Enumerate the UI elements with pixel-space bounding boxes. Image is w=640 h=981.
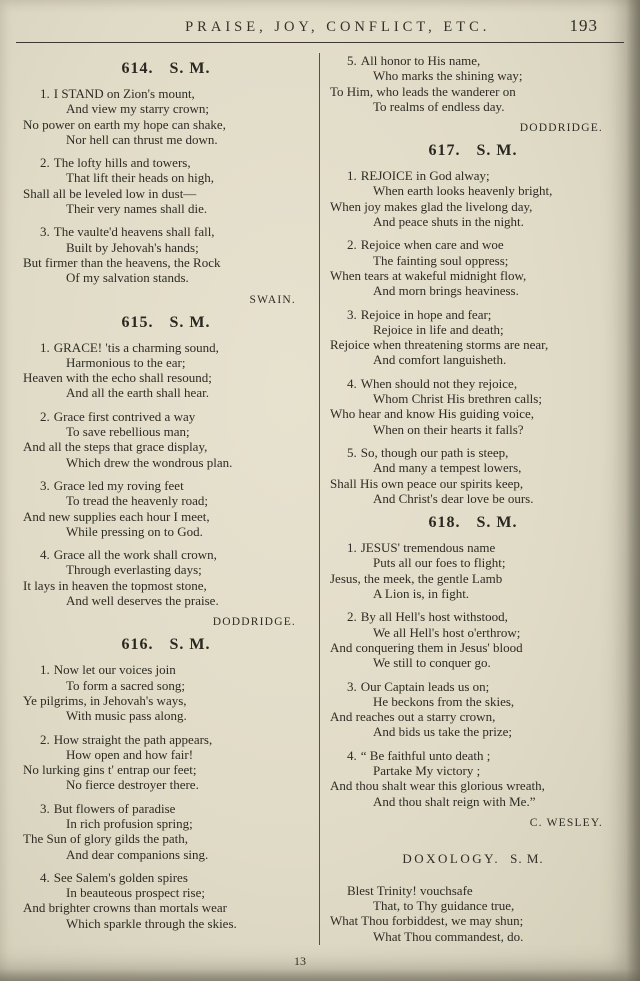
verse-line: But firmer than the heavens, the Rock [23, 254, 221, 270]
hymn-heading [327, 514, 619, 532]
verse-line: Rejoice in life and death; [373, 321, 504, 337]
verse [20, 732, 312, 793]
verse-line: And many a tempest lowers, [373, 460, 522, 476]
verse-number: 5. [347, 444, 357, 460]
verse-line: 1. I STAND on Zion's mount, [40, 86, 195, 101]
verse-line: A Lion is, in fight. [373, 586, 470, 602]
verse-line: What Thou commandest, do. [373, 928, 524, 944]
verse-line: And reaches out a starry crown, [330, 709, 496, 725]
verse-line: And well deserves the praise. [66, 593, 219, 609]
verse [327, 168, 619, 229]
verse-line: Ye pilgrims, in Jehovah's ways, [23, 692, 187, 708]
verse-number: 2. [40, 155, 50, 171]
verse [20, 547, 312, 608]
verse-line: And brighter crowns than mortals wear [23, 900, 227, 916]
verse-line: 3. Rejoice in hope and fear; [347, 306, 492, 322]
verse-number: 2. [40, 731, 50, 747]
verse-line: That, to Thy guidance true, [373, 898, 515, 914]
section-heading-meter: S. M. [510, 850, 544, 866]
verse [20, 340, 312, 401]
verse-number: 4. [347, 375, 357, 391]
verse-line: When on their hearts it falls? [373, 421, 524, 437]
verse-line: Jesus, the meek, the gentle Lamb [330, 570, 503, 586]
verse [20, 224, 312, 285]
verse-line: 1. GRACE! 'tis a charming sound, [40, 339, 219, 355]
verse-line: 5. So, though our path is steep, [347, 444, 509, 460]
verse-line: 4. When should not they rejoice, [347, 375, 518, 391]
author-attribution: SWAIN. [249, 293, 296, 306]
verse [327, 540, 619, 601]
verse [327, 679, 619, 740]
verse [20, 662, 312, 723]
page-number: 193 [569, 16, 598, 35]
verse [327, 376, 619, 437]
verse-line: And comfort languisheth. [373, 352, 507, 368]
hymn-meter: S. M. [169, 636, 211, 654]
verse [20, 478, 312, 539]
verse-number: 2. [40, 408, 50, 424]
verse-line: 2. How straight the path appears, [40, 731, 213, 747]
verse-line: With music pass along. [66, 708, 187, 724]
verse-line: 2. The lofty hills and towers, [40, 155, 191, 171]
verse-number: 5. [347, 53, 357, 68]
verse-number: 2. [347, 237, 357, 253]
hymn-heading [20, 636, 312, 654]
verse-line: To save rebellious man; [66, 424, 190, 440]
hymn-number: 617. [428, 142, 461, 160]
verse-line: 4. Grace all the work shall crown, [40, 547, 217, 563]
verse-number: 1. [347, 168, 357, 184]
verse-line: Their very names shall die. [66, 201, 208, 217]
verse-line: What Thou forbiddest, we may shun; [330, 913, 524, 929]
page-header-title: PRAISE, JOY, CONFLICT, ETC. [185, 19, 491, 35]
verse-line: 4. See Salem's golden spires [40, 869, 188, 885]
verse-line: Shall all be leveled low in dust— [23, 185, 197, 201]
verse-line: And Christ's dear love be ours. [373, 490, 534, 506]
author-attribution: C. WESLEY. [529, 816, 603, 829]
hymn-heading [327, 142, 619, 160]
hymn-meter: S. M. [476, 142, 518, 160]
hymn-heading [20, 60, 312, 78]
hymn-meter: S. M. [169, 313, 211, 331]
verse-line: To Him, who leads the wanderer on [330, 83, 516, 99]
verse-number: 1. [40, 86, 50, 101]
verse [327, 609, 619, 670]
verse-line: And dear companions sing. [66, 846, 209, 862]
verse-line: To realms of endless day. [373, 98, 505, 114]
hymn-number: 614. [121, 60, 154, 77]
verse-number: 1. [40, 662, 50, 678]
verse-line: No lurking gins t' entrap our feet; [23, 762, 197, 778]
verse-number: 3. [40, 224, 50, 240]
verse [327, 748, 619, 809]
verse-line: And thou shalt reign with Me.” [373, 793, 536, 809]
verse-number: 4. [347, 747, 357, 763]
verse-line: And conquering them in Jesus' blood [330, 639, 523, 655]
author-attribution: DODDRIDGE. [212, 616, 296, 629]
verse-line: Harmonious to the ear; [66, 354, 186, 370]
verse-line: We still to conquer go. [373, 655, 491, 671]
verse-line: It lays in heaven the topmost stone, [23, 577, 207, 593]
verse-line: Built by Jehovah's hands; [66, 239, 199, 255]
verse-line: 1. JESUS' tremendous name [347, 540, 496, 556]
verse-line: To tread the heavenly road; [66, 493, 209, 509]
verse-line: 4. “ Be faithful unto death ; [347, 747, 491, 763]
verse-number: 1. [40, 339, 50, 355]
verse [327, 307, 619, 368]
verse [20, 409, 312, 470]
verse-line: Partake My victory ; [373, 762, 481, 778]
verse-line: 3. But flowers of paradise [40, 800, 176, 816]
verse-line: Through everlasting days; [66, 562, 202, 578]
verse-line: 1. Now let our voices join [40, 662, 176, 678]
section-heading-label: DOXOLOGY. [402, 850, 501, 866]
verse [20, 86, 312, 147]
verse-line: 2. Grace first contrived a way [40, 408, 196, 424]
verse-line: 3. Our Captain leads us on; [347, 678, 490, 694]
verse-line: He beckons from the skies, [373, 693, 515, 709]
verse-line: Whom Christ His brethren calls; [373, 391, 542, 407]
verse-line: Which sparkle through the skies. [66, 915, 237, 931]
verse-line: 5. All honor to His name, [347, 53, 481, 68]
verse [327, 237, 619, 298]
verse-number: 3. [40, 800, 50, 816]
verse-number: 2. [347, 609, 357, 625]
verse [20, 870, 312, 931]
verse [20, 155, 312, 216]
page-header [16, 0, 624, 43]
verse-line: And peace shuts in the night. [373, 214, 524, 230]
verse-line: Rejoice when threatening storms are near, [330, 337, 549, 353]
verse-number: 1. [347, 540, 357, 556]
right-column [327, 51, 619, 952]
verse-line: 2. Rejoice when care and woe [347, 237, 504, 253]
hymn-number: 615. [121, 313, 154, 331]
verse-line: And new supplies each hour I meet, [23, 508, 210, 524]
verse [327, 883, 619, 944]
verse-line: 1. REJOICE in God alway; [347, 168, 490, 184]
column-divider-rule [319, 53, 320, 945]
verse-line: Which drew the wondrous plan. [66, 454, 233, 470]
verse-line: And view my starry crown; [66, 101, 209, 117]
left-column [20, 51, 312, 952]
verse-number: 4. [40, 547, 50, 563]
verse-line: The fainting soul oppress; [373, 252, 509, 268]
verse-line: No power on earth my hope can shake, [23, 116, 226, 132]
hymn-number: 616. [121, 636, 154, 654]
verse-line: And thou shalt wear this glorious wreath, [330, 778, 545, 794]
verse-line: The Sun of glory gilds the path, [23, 831, 189, 847]
verse-line: In beauteous prospect rise; [66, 885, 205, 901]
page-edge-bottom-shadow [0, 969, 640, 981]
verse-line: Who marks the shining way; [373, 68, 523, 84]
verse-line: To form a sacred song; [66, 677, 185, 693]
verse-line: Blest Trinity! vouchsafe [347, 882, 473, 898]
hymn-number: 618. [428, 514, 461, 532]
verse-number: 4. [40, 869, 50, 885]
verse-line: 2. By all Hell's host withstood, [347, 609, 508, 625]
verse-line: Puts all our foes to flight; [373, 555, 506, 571]
verse-line: And all the earth shall hear. [66, 385, 209, 401]
verse-line: And all the steps that grace display, [23, 439, 208, 455]
verse-line: 3. The vaulte'd heavens shall fall, [40, 224, 215, 240]
verse-line: How open and how fair! [66, 746, 194, 762]
verse-line: When joy makes glad the livelong day, [330, 198, 533, 214]
verse-line: Of my salvation stands. [66, 270, 189, 286]
verse [327, 53, 619, 114]
verse-line: While pressing on to God. [66, 523, 203, 539]
signature-number: 13 [294, 954, 306, 968]
hymn-meter: S. M. [169, 60, 211, 77]
verse-line: We all Hell's host o'erthrow; [373, 624, 521, 640]
text-columns [0, 43, 640, 952]
verse-line: Shall His own peace our spirits keep, [330, 475, 524, 491]
verse-line: In rich profusion spring; [66, 815, 193, 831]
verse [20, 801, 312, 862]
verse-line: Nor hell can thrust me down. [66, 131, 218, 147]
section-heading [327, 851, 619, 867]
verse-line: Heaven with the echo shall resound; [23, 370, 212, 386]
verse [327, 445, 619, 506]
verse-line: And morn brings heaviness. [373, 283, 519, 299]
hymn-meter: S. M. [476, 514, 518, 532]
verse-line: And bids us take the prize; [373, 724, 512, 740]
verse-line: Who hear and know His guiding voice, [330, 406, 534, 422]
author-attribution: DODDRIDGE. [519, 122, 603, 135]
verse-line: That lift their heads on high, [66, 170, 215, 186]
hymn-heading [20, 314, 312, 332]
verse-number: 3. [347, 306, 357, 322]
verse-line: 3. Grace led my roving feet [40, 477, 184, 493]
verse-line: No fierce destroyer there. [66, 777, 199, 793]
verse-line: When tears at wakeful midnight flow, [330, 267, 527, 283]
verse-number: 3. [40, 477, 50, 493]
verse-line: When earth looks heavenly bright, [373, 183, 553, 199]
verse-number: 3. [347, 678, 357, 694]
